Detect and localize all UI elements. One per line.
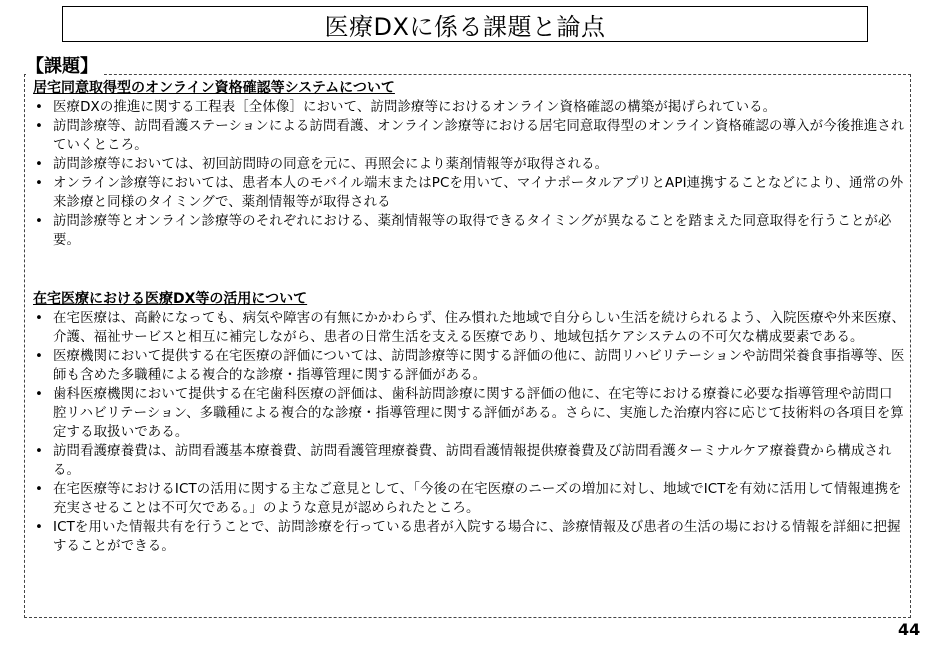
bullet-item: • オンライン診療等においては、患者本人のモバイル端末またはPCを用いて、マイナポータルアプリとAPI連携することなどにより、通常の外来診療と同様のタイミングで、薬剤情報等が取得される (33, 174, 905, 212)
bullet-item: • ICTを用いた情報共有を行うことで、訪問診療を行っている患者が入院する場合に、診療情報及び患者の生活の場における情報を詳細に把握することができる。 (33, 518, 905, 556)
bullet-item: • 在宅医療等におけるICTの活用に関する主なご意見として、「今後の在宅医療のニーズの増加に対し、地域でICTを有効に活用して情報連携を充実させることは不可欠である。」のような意見が認められたところ。 (33, 480, 905, 518)
section-tag: 【課題】 (26, 56, 104, 78)
section2-list (33, 309, 905, 556)
bullet-item: • 歯科医療機関において提供する在宅歯科医療の評価は、歯科訪問診療に関する評価の他に、在宅等における療養に必要な指導管理や訪問口腔リハビリテーション、多職種による複合的な診療・指導管理に関する評価がある。さらに、実施した治療内容に応じて技術料の各項目を算定する取扱いである。 (33, 385, 905, 442)
bullet-item: • 医療DXの推進に関する工程表［全体像］において、訪問診療等におけるオンライン資格確認の構築が掲げられている。 (33, 98, 905, 117)
page-number: 44 (898, 620, 921, 639)
bullet-item: • 訪問診療等とオンライン診療等のそれぞれにおける、薬剤情報等の取得できるタイミングが異なることを踏まえた同意取得を行うことが必要。 (33, 212, 905, 250)
bullet-item: • 医療機関において提供する在宅医療の評価については、訪問診療等に関する評価の他に、訪問リハビリテーションや訪問栄養食事指導等、医師も含めた多職種による複合的な診療・指導管理に関する評価がある。 (33, 347, 905, 385)
bullet-item: • 在宅医療は、高齢になっても、病気や障害の有無にかかわらず、住み慣れた地域で自分らしい生活を続けられるよう、入院医療や外来医療、介護、福祉サービスと相互に補完しながら、患者の日常生活を支える医療であり、地域包括ケアシステムの不可欠な構成要素である。 (33, 309, 905, 347)
bullet-item: • 訪問診療等、訪問看護ステーションによる訪問看護、オンライン診療等における居宅同意取得型のオンライン資格確認の導入が今後推進されていくところ。 (33, 117, 905, 155)
bullet-item: • 訪問診療等においては、初回訪問時の同意を元に、再照会により薬剤情報等が取得される。 (33, 155, 905, 174)
section2-heading: 在宅医療における医療DX等の活用について (33, 291, 308, 307)
section1-list (33, 98, 905, 250)
issues-content (33, 79, 905, 556)
bullet-item: • 訪問看護療養費は、訪問看護基本療養費、訪問看護管理療養費、訪問看護情報提供療養費及び訪問看護ターミナルケア療養費から構成される。 (33, 442, 905, 480)
section-gap (33, 250, 905, 290)
section1-heading: 居宅同意取得型のオンライン資格確認等システムについて (33, 80, 395, 96)
slide-title: 医療DXに係る課題と論点 (62, 6, 868, 42)
